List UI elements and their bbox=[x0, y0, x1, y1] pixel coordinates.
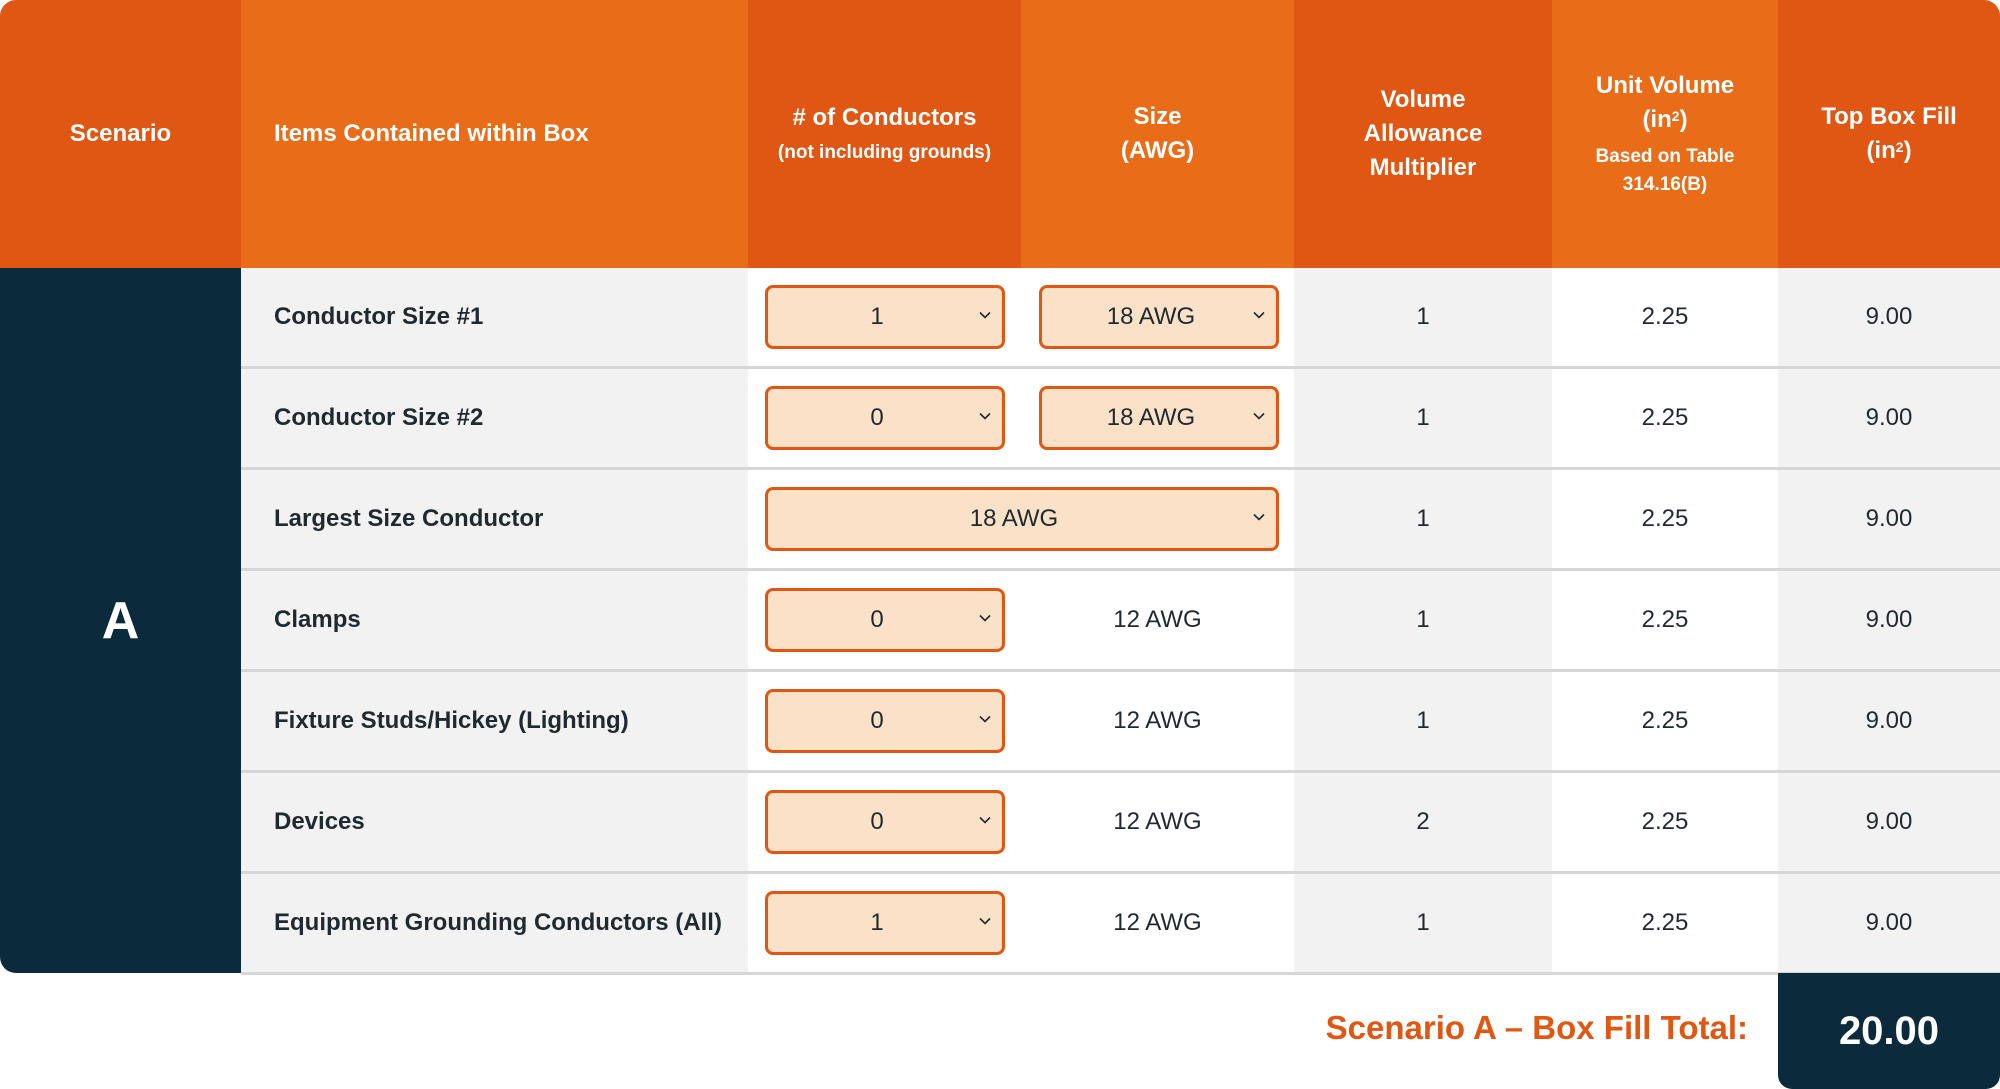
multiplier-value: 1 bbox=[1416, 505, 1430, 532]
top-fill-value: 9.00 bbox=[1865, 303, 1913, 330]
conductors-select-value: 0 bbox=[870, 404, 884, 431]
header-size-line2: (AWG) bbox=[1120, 137, 1195, 164]
table-row bbox=[241, 672, 2000, 773]
conductors-select-value: 0 bbox=[870, 707, 884, 734]
unit-volume-value: 2.25 bbox=[1641, 606, 1689, 633]
size-value: 12 AWG bbox=[1113, 606, 1202, 633]
size-select[interactable] bbox=[1039, 285, 1279, 349]
header-scenario-label: Scenario bbox=[69, 120, 172, 147]
row-label: Conductor Size #1 bbox=[274, 303, 484, 330]
chevron-down-icon bbox=[978, 308, 992, 322]
header-unit-line2: $(in^2)$ bbox=[1642, 106, 1688, 133]
top-fill-value: 9.00 bbox=[1865, 808, 1913, 835]
multiplier-value: 1 bbox=[1416, 909, 1430, 936]
box-fill-total-label: Scenario A – Box Fill Total: bbox=[1325, 1009, 1748, 1046]
row-label: Largest Size Conductor bbox=[274, 505, 544, 532]
top-fill-value: 9.00 bbox=[1865, 707, 1913, 734]
table-row bbox=[241, 268, 2000, 369]
top-fill-value: 9.00 bbox=[1865, 909, 1913, 936]
conductors-select-value: 1 bbox=[870, 909, 884, 936]
size-select[interactable] bbox=[1039, 386, 1279, 450]
header-conductors-label: # of Conductors bbox=[792, 104, 977, 131]
header-mult-line2: Allowance bbox=[1363, 120, 1483, 147]
header-unit-sub2: 314.16(B) bbox=[1622, 174, 1708, 195]
row-label: Conductor Size #2 bbox=[274, 404, 484, 431]
size-value: 12 AWG bbox=[1113, 808, 1202, 835]
conductors-select-value: 0 bbox=[870, 808, 884, 835]
size-value: 12 AWG bbox=[1113, 909, 1202, 936]
top-fill-value: 9.00 bbox=[1865, 606, 1913, 633]
largest-size-select[interactable] bbox=[765, 487, 1279, 551]
row-label: Equipment Grounding Conductors (All) bbox=[274, 909, 722, 936]
row-label: Clamps bbox=[274, 606, 361, 633]
header-mult-line3: Multiplier bbox=[1369, 154, 1477, 181]
chevron-down-icon bbox=[1252, 510, 1266, 524]
header-conductors-sublabel: (not including grounds) bbox=[777, 142, 992, 163]
header-unit-line1: Unit Volume bbox=[1595, 72, 1735, 99]
chevron-down-icon bbox=[978, 409, 992, 423]
unit-volume-value: 2.25 bbox=[1641, 707, 1689, 734]
chevron-down-icon bbox=[978, 611, 992, 625]
table-row bbox=[241, 571, 2000, 672]
conductors-select[interactable] bbox=[765, 891, 1005, 955]
top-fill-value: 9.00 bbox=[1865, 505, 1913, 532]
size-select-value: 18 AWG bbox=[1106, 303, 1196, 330]
header-top-box-fill bbox=[1778, 0, 2000, 268]
unit-volume-value: 2.25 bbox=[1641, 909, 1689, 936]
conductors-select-value: 1 bbox=[870, 303, 884, 330]
chevron-down-icon bbox=[978, 914, 992, 928]
header-top-line2: $(in^2)$ bbox=[1866, 137, 1912, 164]
header-items bbox=[241, 0, 748, 268]
header-top-line1: Top Box Fill bbox=[1821, 103, 1957, 130]
conductors-select-value: 0 bbox=[870, 606, 884, 633]
table-row bbox=[241, 470, 2000, 571]
conductors-select[interactable] bbox=[765, 689, 1005, 753]
multiplier-value: 2 bbox=[1416, 808, 1430, 835]
row-label: Fixture Studs/Hickey (Lighting) bbox=[274, 707, 629, 734]
multiplier-value: 1 bbox=[1416, 303, 1430, 330]
header-unit-volume bbox=[1552, 0, 1778, 268]
scenario-letter: A bbox=[0, 268, 241, 973]
header-unit-sub1: Based on Table bbox=[1595, 146, 1735, 167]
header-mult-line1: Volume bbox=[1380, 86, 1466, 113]
unit-volume-value: 2.25 bbox=[1641, 808, 1689, 835]
header-size bbox=[1021, 0, 1294, 268]
table-row bbox=[241, 369, 2000, 470]
conductors-select[interactable] bbox=[765, 588, 1005, 652]
size-value: 12 AWG bbox=[1113, 707, 1202, 734]
unit-volume-value: 2.25 bbox=[1641, 505, 1689, 532]
header-multiplier bbox=[1294, 0, 1552, 268]
chevron-down-icon bbox=[1252, 409, 1266, 423]
multiplier-value: 1 bbox=[1416, 404, 1430, 431]
table-row bbox=[241, 773, 2000, 874]
conductors-select[interactable] bbox=[765, 386, 1005, 450]
table-row bbox=[241, 874, 2000, 975]
chevron-down-icon bbox=[978, 813, 992, 827]
multiplier-value: 1 bbox=[1416, 606, 1430, 633]
header-size-line1: Size bbox=[1133, 103, 1182, 130]
top-fill-value: 9.00 bbox=[1865, 404, 1913, 431]
unit-volume-value: 2.25 bbox=[1641, 404, 1689, 431]
size-select-value: 18 AWG bbox=[1106, 404, 1196, 431]
conductors-select[interactable] bbox=[765, 790, 1005, 854]
multiplier-value: 1 bbox=[1416, 707, 1430, 734]
chevron-down-icon bbox=[978, 712, 992, 726]
row-divider bbox=[241, 972, 2000, 975]
unit-volume-value: 2.25 bbox=[1641, 303, 1689, 330]
header-conductors bbox=[748, 0, 1021, 268]
chevron-down-icon bbox=[1252, 308, 1266, 322]
box-fill-total-value: 20.00 bbox=[1778, 973, 2000, 1089]
header-items-label: Items Contained within Box bbox=[274, 120, 589, 147]
largest-size-select-value: 18 AWG bbox=[969, 505, 1059, 532]
conductors-select[interactable] bbox=[765, 285, 1005, 349]
row-label: Devices bbox=[274, 808, 365, 835]
header-scenario bbox=[0, 0, 241, 268]
